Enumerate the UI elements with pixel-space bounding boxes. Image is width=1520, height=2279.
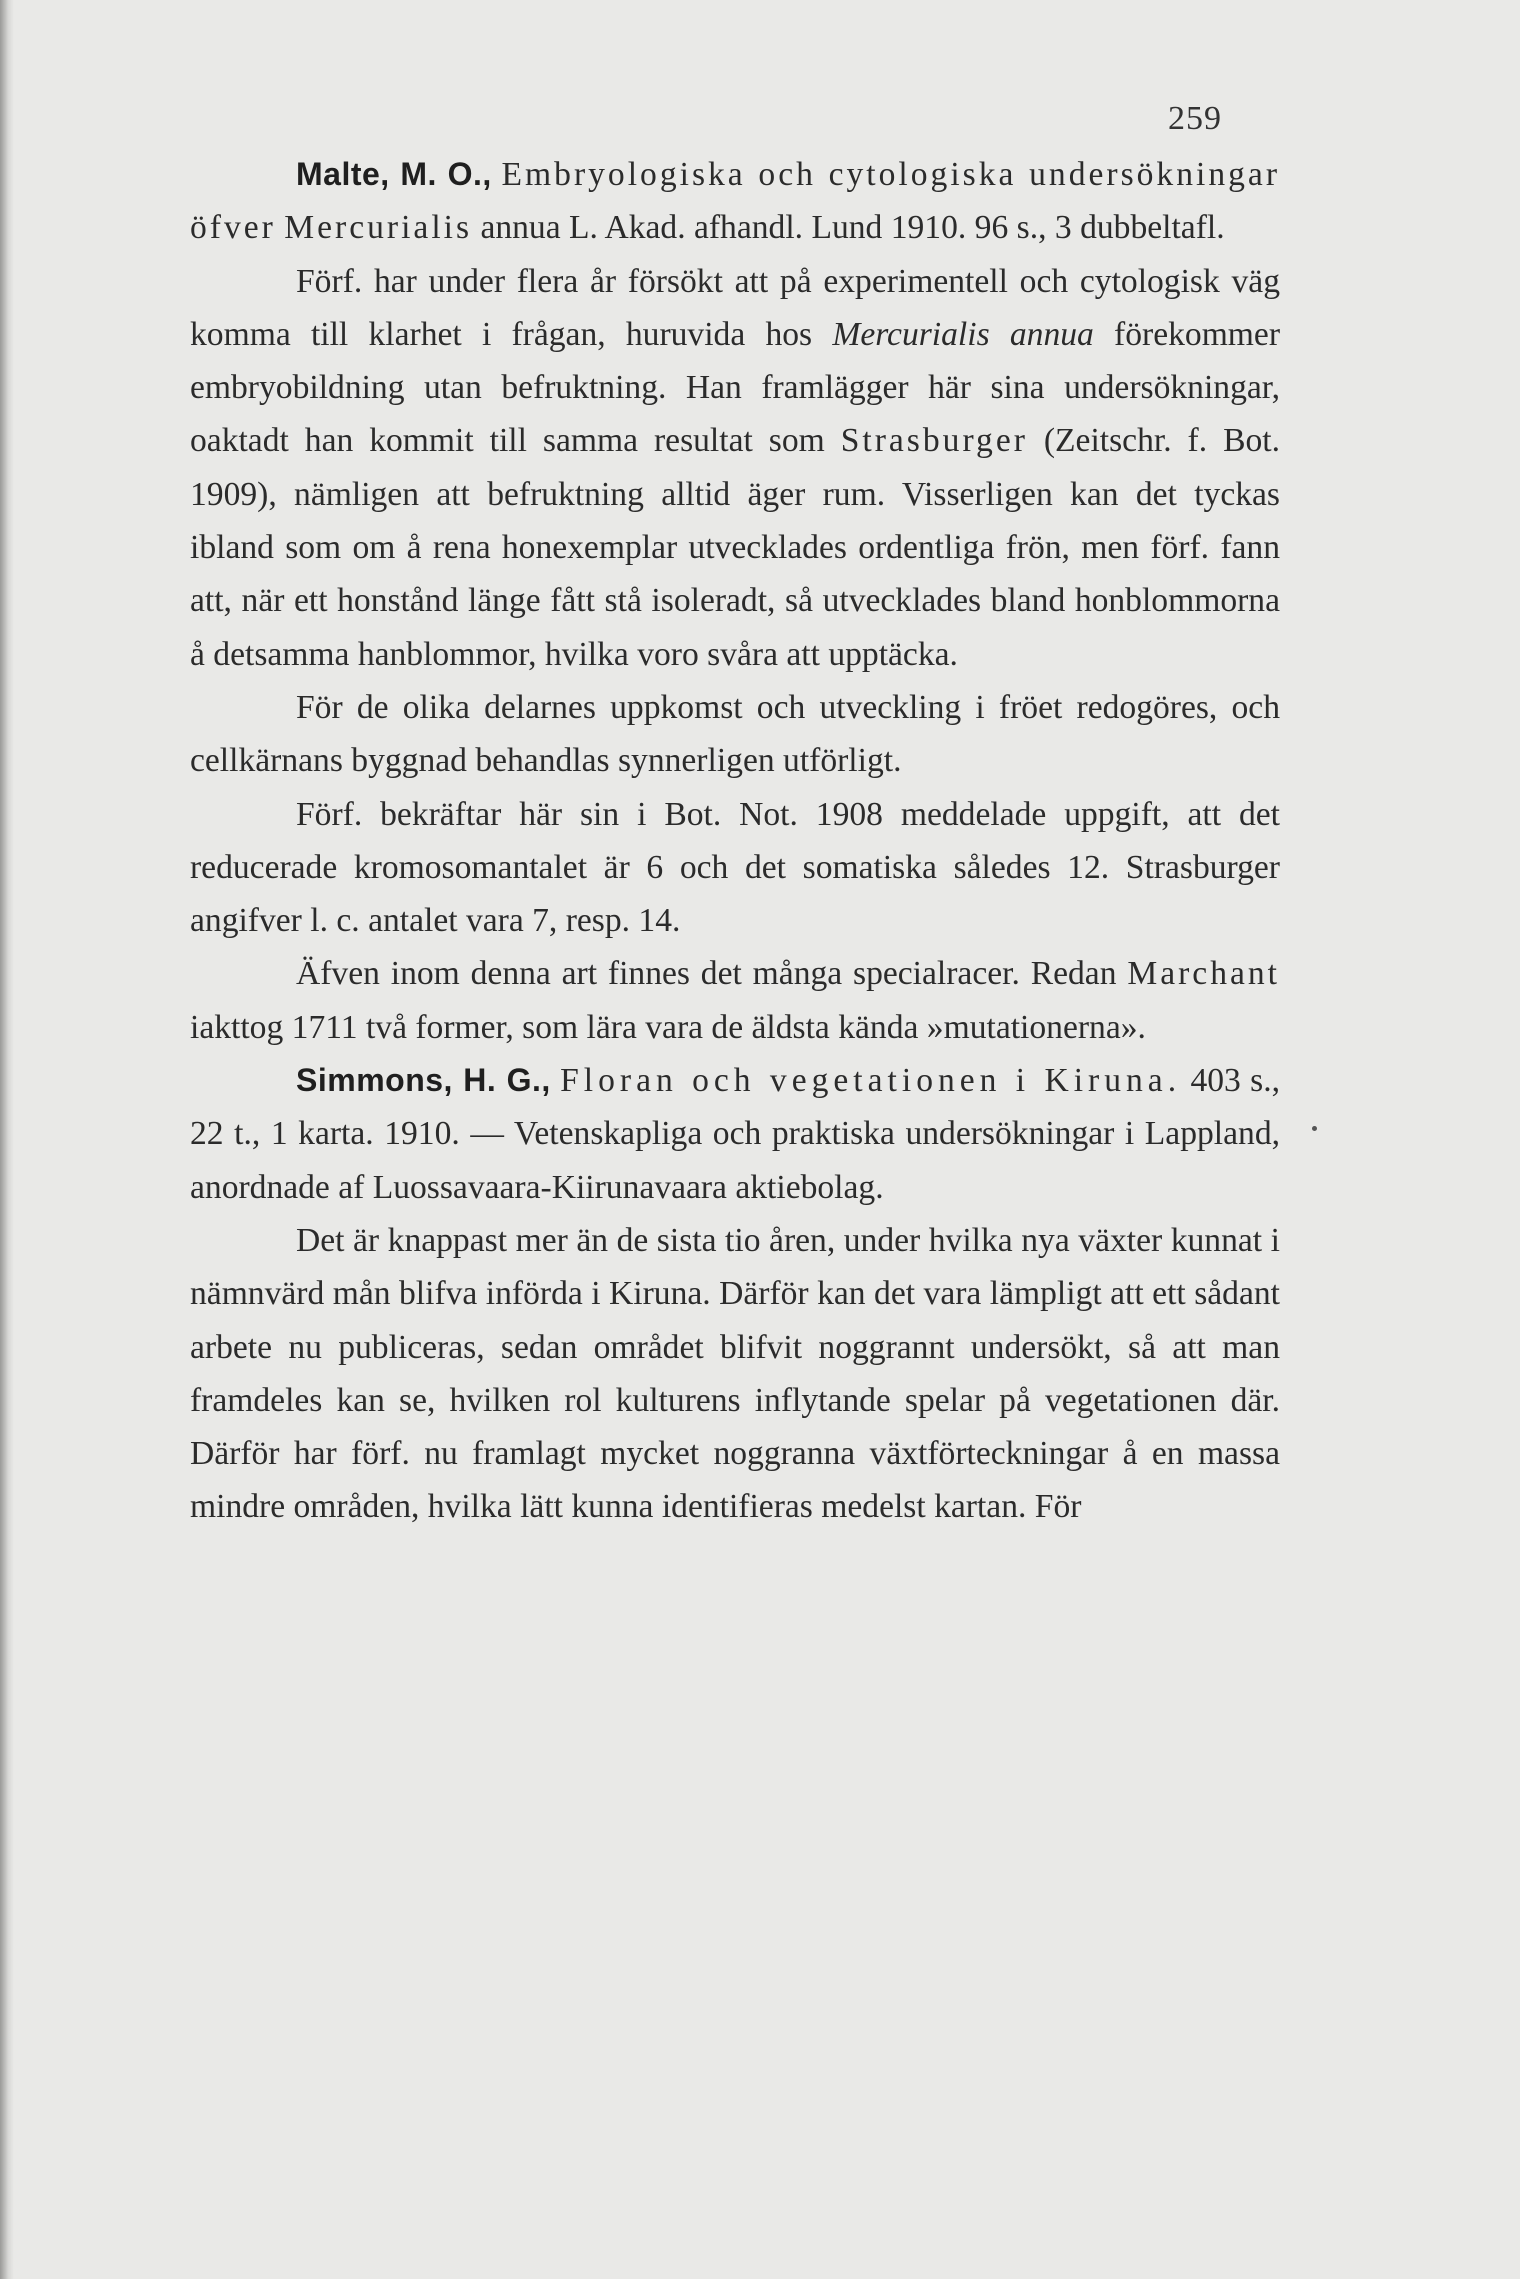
- paragraph-malte-1-text-c: (Zeitschr. f. Bot. 1909), nämligen att befruktning alltid äger rum. Visserligen kan det tyckas ibland som om å rena honexemplar utvecklades ordentliga frön, men förf. fann att, när ett honstånd länge fått stå isoleradt, så utvecklades bland honblommorna å detsamma hanblommor, hvilka voro svåra att upptäcka.: [190, 422, 1280, 673]
- entry-malte-heading: [190, 148, 1280, 255]
- title-rest-simmons: 403 s., 22 t., 1 karta. 1910. — Vetenskapliga och praktiska undersökningar i Lappland, anordnade af Luossavaara-Kiirunavaara aktiebolag.: [190, 1062, 1281, 1206]
- review-text-block: [190, 148, 1280, 1534]
- title-rest-malte: annua L. Akad. afhandl. Lund 1910. 96 s., 3 dubbeltafl.: [472, 209, 1225, 247]
- title-spaced-malte-2: Mercurialis: [284, 209, 473, 247]
- page-number: 259: [1168, 100, 1222, 137]
- entry-simmons-heading: [190, 1054, 1280, 1214]
- paragraph-malte-2: För de olika delarnes uppkomst och utveckling i fröet redogöres, och cellkärnans byggnad behandlas synnerligen utförligt.: [190, 688, 1280, 780]
- paragraph-malte-1-text-b: förekommer embryobildning utan befruktning. Han framlägger här sina undersökningar, oaktadt han kommit till samma resultat som: [190, 315, 1281, 460]
- paragraph-malte-1-text-a: Förf. har under flera år försökt att på experimentell och cytologisk väg komma till klarhet i frågan, huruvida hos: [190, 262, 1280, 353]
- print-speck: [1312, 1126, 1317, 1131]
- paragraph-malte-4-text-b: iakttog 1711 två former, som lära vara de äldsta kända »mutationerna».: [190, 1008, 1146, 1046]
- species-name-italic: Mercurialis annua: [832, 315, 1094, 353]
- paragraph-simmons-1: Det är knappast mer än de sista tio åren, under hvilka nya växter kunnat i nämnvärd mån blifva införda i Kiruna. Därför kan det vara lämpligt att ett sådant arbete nu publiceras, sedan området blifvit noggrannt undersökt, så att man framdeles kan se, hvilken rol kulturens inflytande spelar på vegetationen där. Därför har förf. nu framlagt mycket noggranna växtförteckningar å en massa mindre områden, hvilka lätt kunna identifieras medelst kartan. För: [190, 1221, 1280, 1526]
- author-name-simmons: Simmons, H. G.,: [296, 1062, 551, 1099]
- paragraph-malte-3: Förf. bekräftar här sin i Bot. Not. 1908 meddelade uppgift, att det reducerade kromosomantalet är 6 och det somatiska således 12. Strasburger angifver l. c. antalet vara 7, resp. 14.: [190, 795, 1280, 940]
- name-marchant-spaced: Marchant: [1127, 955, 1280, 993]
- author-name-malte: Malte, M. O.,: [296, 156, 492, 192]
- title-spaced-simmons: Floran och vegetationen i Kiruna.: [560, 1062, 1182, 1100]
- paragraph-malte-4: [190, 947, 1280, 1054]
- paragraph-malte-1: [190, 255, 1280, 681]
- name-strasburger-spaced: Strasburger: [840, 422, 1028, 460]
- paragraph-malte-4-text-a: Äfven inom denna art finnes det många specialracer. Redan: [296, 955, 1128, 993]
- title-spaced-malte: Embryologiska och cytologiska undersökningar öfver: [190, 156, 1280, 247]
- page-edge-shadow: [0, 0, 14, 2279]
